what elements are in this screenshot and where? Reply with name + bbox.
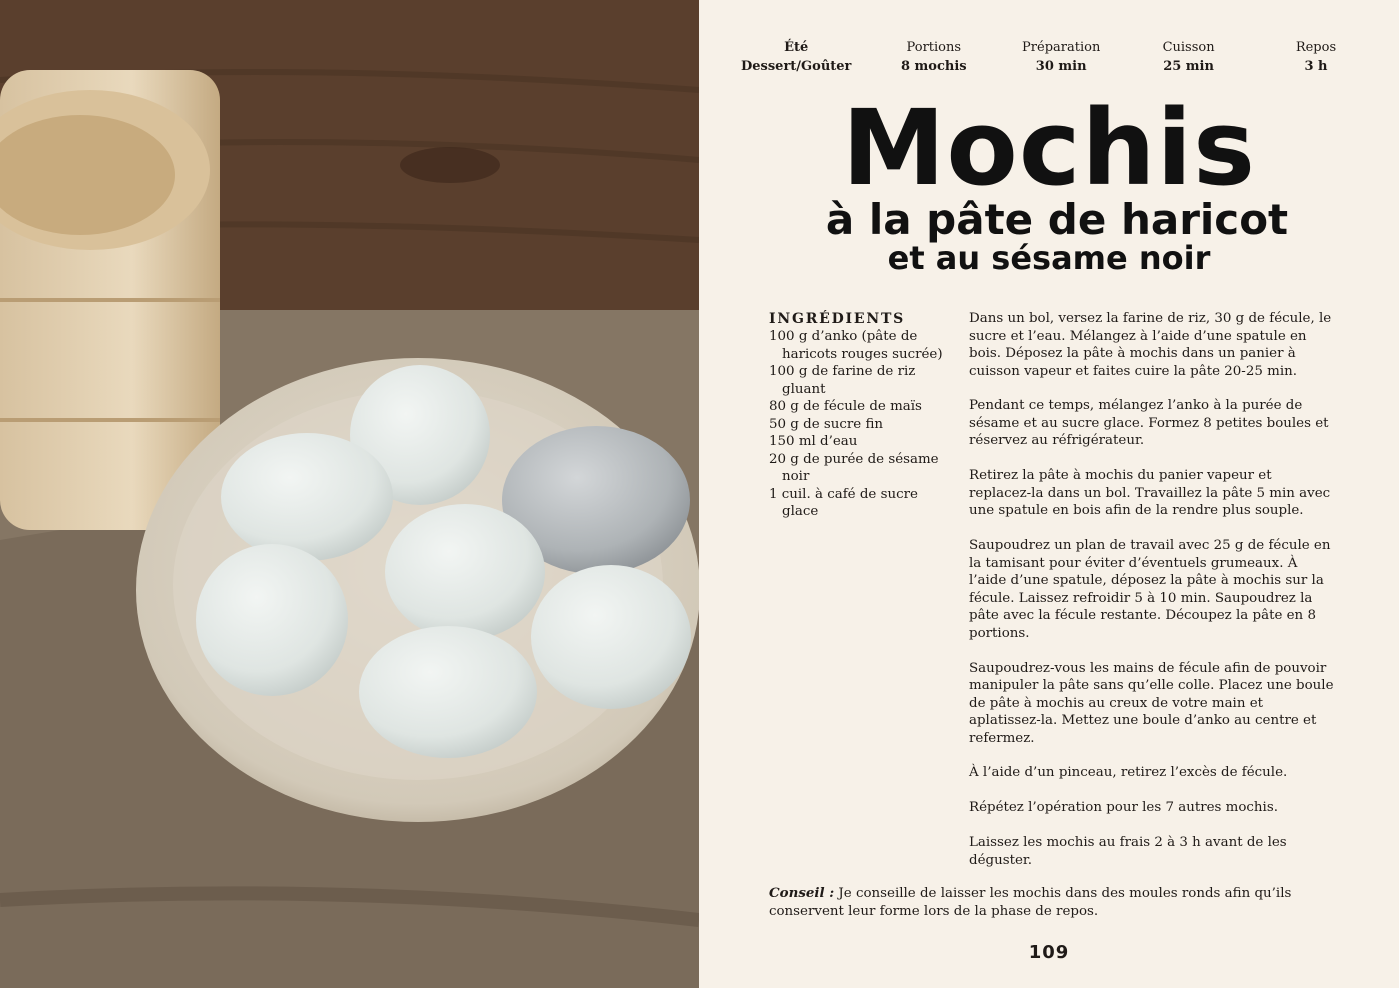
step-paragraph: Pendant ce temps, mélangez l’anko à la purée de sésame et au sucre glace. Formez 8 petites boules et réservez au réfrigérateur. bbox=[969, 398, 1329, 449]
meta-preparation-value: 30 min bbox=[1035, 59, 1087, 74]
step-paragraph: À l’aide d’un pinceau, retirez l’excès de fécule. bbox=[969, 765, 1288, 781]
meta-portions bbox=[889, 38, 979, 76]
meta-season bbox=[741, 38, 851, 76]
meta-cuisson bbox=[1144, 38, 1234, 76]
meta-preparation-key: Préparation bbox=[1022, 40, 1101, 55]
ingredients-section bbox=[769, 310, 954, 521]
step-paragraph: Retirez la pâte à mochis du panier vapeur et replacez-la dans un bol. Travaillez la pâte 5 min avec une spatule en bois afin de la rendre plus souple. bbox=[969, 468, 1331, 519]
tip-box bbox=[769, 885, 1309, 920]
step-paragraph: Laissez les mochis au frais 2 à 3 h avant de les déguster. bbox=[969, 835, 1287, 868]
ingredient-item: 100 g de farine de riz gluant bbox=[769, 364, 916, 397]
step-paragraph: Saupoudrez-vous les mains de fécule afin de pouvoir manipuler la pâte sans qu’elle colle. Placez une boule de pâte à mochis au creux de votre main et aplatissez-la. Mettez une boule d’anko au centre et refermez. bbox=[969, 660, 1334, 746]
recipe-subtitle-line2: et au sésame noir bbox=[887, 239, 1211, 277]
meta-cuisson-key: Cuisson bbox=[1162, 40, 1215, 55]
ingredient-item: 150 ml d’eau bbox=[769, 434, 858, 449]
ingredient-item: 1 cuil. à café de sucre glace bbox=[769, 486, 918, 519]
step-paragraph: Répétez l’opération pour les 7 autres mochis. bbox=[969, 800, 1278, 816]
ingredient-item: 80 g de fécule de maïs bbox=[769, 399, 922, 414]
page-number: 109 bbox=[1028, 942, 1070, 963]
meta-preparation bbox=[1016, 38, 1106, 76]
ingredient-item: 20 g de purée de sésame noir bbox=[769, 451, 939, 484]
meta-repos-value: 3 h bbox=[1304, 59, 1328, 74]
mochi-photo-illustration bbox=[0, 0, 699, 988]
meta-season-key: Été bbox=[784, 40, 809, 55]
steps-section bbox=[969, 310, 1334, 887]
meta-repos-key: Repos bbox=[1295, 40, 1337, 55]
recipe-subtitle-line1: à la pâte de haricot bbox=[825, 195, 1289, 244]
ingredients-heading: INGRÉDIENTS bbox=[769, 311, 906, 327]
recipe-page bbox=[699, 0, 1399, 988]
meta-portions-value: 8 mochis bbox=[900, 59, 967, 74]
meta-cuisson-value: 25 min bbox=[1163, 59, 1214, 74]
recipe-meta bbox=[741, 38, 1361, 76]
tip-text: Je conseille de laisser les mochis dans des moules ronds afin qu’ils conservent leur forme lors de la phase de repos. bbox=[769, 886, 1292, 919]
ingredient-item: 50 g de sucre fin bbox=[769, 416, 884, 432]
ingredient-item: 100 g d’anko (pâte de haricots rouges sucrée) bbox=[769, 329, 943, 362]
meta-portions-key: Portions bbox=[906, 40, 962, 55]
recipe-title: Mochis bbox=[841, 87, 1257, 209]
mochi-photo bbox=[0, 0, 699, 988]
tip-label: Conseil : bbox=[769, 885, 835, 901]
meta-repos bbox=[1271, 38, 1361, 76]
meta-season-value: Dessert/Goûter bbox=[741, 59, 852, 74]
step-paragraph: Dans un bol, versez la farine de riz, 30 g de fécule, le sucre et l’eau. Mélangez à l’aide d’une spatule en bois. Déposez la pâte à mochis dans un panier à cuisson vapeur et faites cuire la pâte 20-25 min. bbox=[969, 311, 1332, 379]
step-paragraph: Saupoudrez un plan de travail avec 25 g de fécule en la tamisant pour éviter d’éventuels grumeaux. À l’aide d’une spatule, déposez la pâte à mochis sur la fécule. Laissez refroidir 5 à 10 min. Saupoudrez la pâte avec la fécule restante. Découpez la pâte en 8 portions. bbox=[969, 538, 1331, 641]
